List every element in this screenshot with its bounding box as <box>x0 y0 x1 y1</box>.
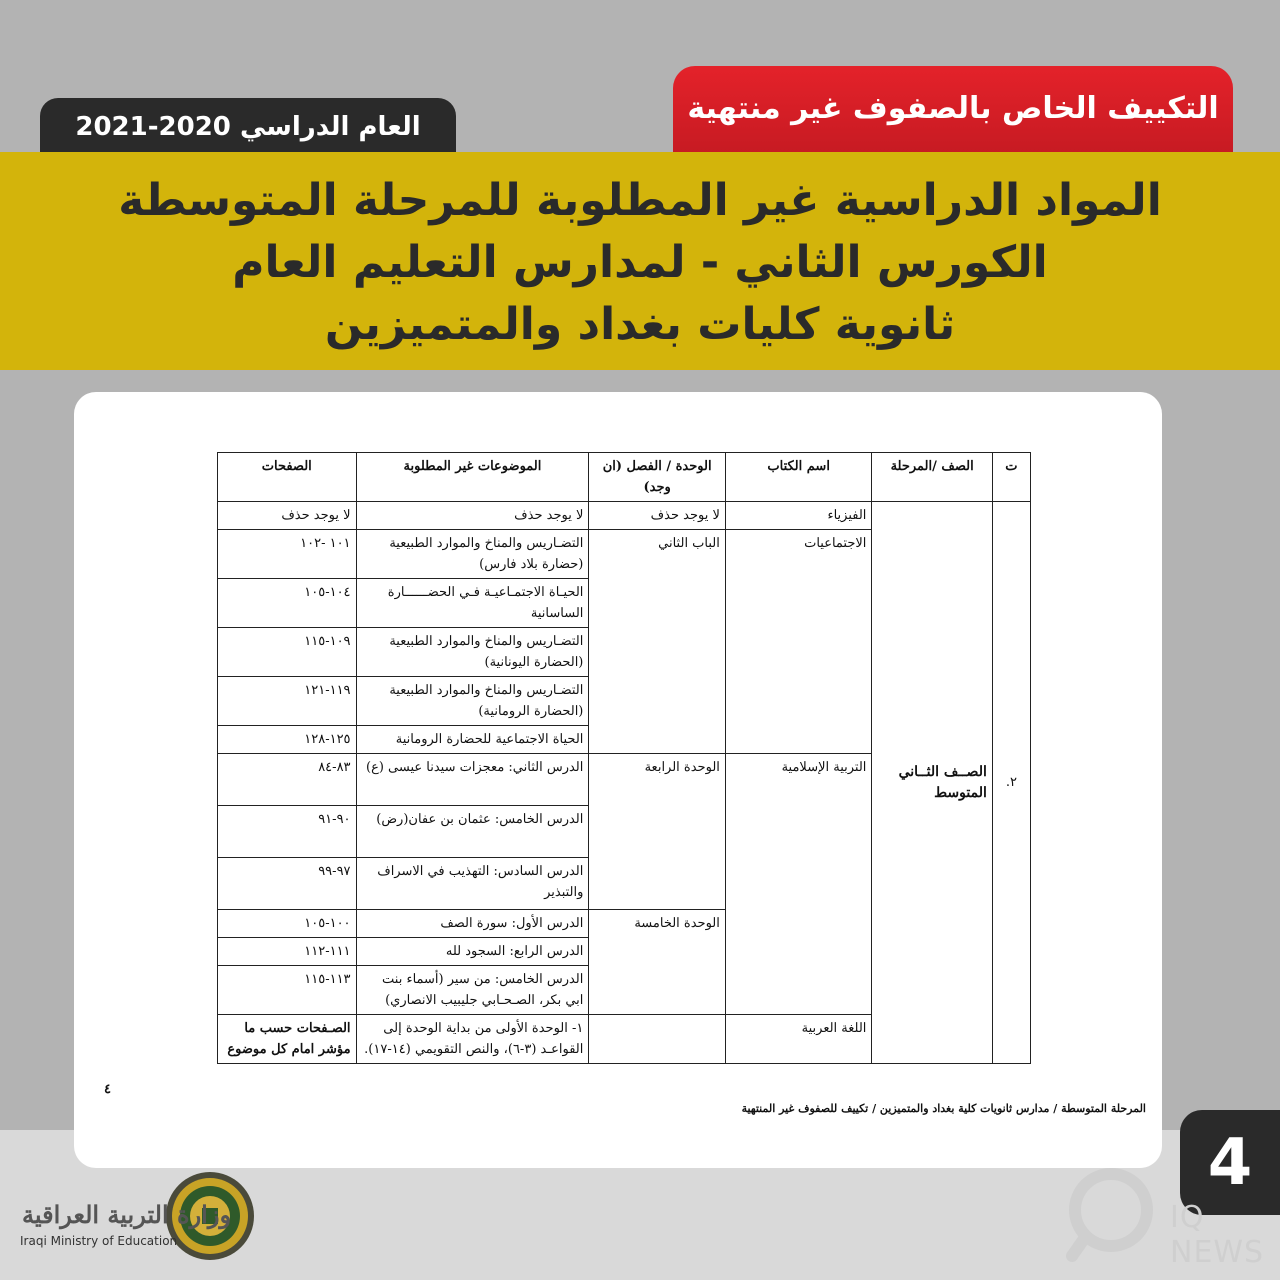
headline-line-2: الكورس الثاني - لمدارس التعليم العام <box>232 237 1048 288</box>
pages-arabic: الصـفحات حسب ما مؤشر امام كل موضوع <box>218 1015 357 1064</box>
document-page <box>74 392 1162 1168</box>
header-unit: الوحدة / الفصل (ان وجد) <box>589 453 726 502</box>
pages-cell: ١١١-١١٢ <box>218 938 357 966</box>
iq-news-logo-icon <box>1058 1160 1164 1266</box>
topic-cell: الدرس السادس: التهذيب في الاسراف والتبذير <box>356 858 589 910</box>
pages-cell: ١١٩-١٢١ <box>218 677 357 726</box>
book-islamic: التربية الإسلامية <box>725 754 872 1015</box>
pages-cell: ٨٣-٨٤ <box>218 754 357 806</box>
unit-islamic-4: الوحدة الرابعة <box>589 754 726 910</box>
page-number: ٤ <box>104 1082 111 1097</box>
year-label: العام الدراسي 2020-2021 <box>75 112 421 142</box>
table-row <box>218 502 1031 530</box>
topic-cell: التضـاريس والمناخ والموارد الطبيعية (الحضارة اليونانية) <box>356 628 589 677</box>
row-number: ٢. <box>1005 775 1017 790</box>
topic-arabic: ١- الوحدة الأولى من بداية الوحدة إلى القواعـد (٣-٦)، والنص التقويمي (١٤-١٧). <box>356 1015 589 1064</box>
ministry-name-en: Iraqi Ministry of Education <box>20 1234 178 1248</box>
stage-label: الصــف الثــاني المتوسط <box>898 763 987 801</box>
topic-cell: الحيـاة الاجتمـاعيـة فـي الحضــــــارة الساسانية <box>356 579 589 628</box>
header-topic: الموضوعات غير المطلوبة <box>356 453 589 502</box>
pages-cell: ١٠٠-١٠٥ <box>218 910 357 938</box>
unit-islamic-5: الوحدة الخامسة <box>589 910 726 1015</box>
header-stage: الصف /المرحلة <box>872 453 992 502</box>
table-header-row <box>218 453 1031 502</box>
row-number-cell <box>992 502 1030 1064</box>
stage-cell <box>872 502 992 1064</box>
unit-social: الباب الثاني <box>589 530 726 754</box>
category-banner <box>673 66 1233 158</box>
book-social: الاجتماعيات <box>725 530 872 754</box>
topic-cell: التضـاريس والمناخ والموارد الطبيعية (الحضارة الرومانية) <box>356 677 589 726</box>
category-label: التكييف الخاص بالصفوف غير منتهية <box>687 90 1219 126</box>
year-banner <box>40 98 456 156</box>
pages-cell: ١٢٥-١٢٨ <box>218 726 357 754</box>
pages-cell: ١٠٤-١٠٥ <box>218 579 357 628</box>
headline-line-1: المواد الدراسية غير المطلوبة للمرحلة المتوسطة <box>118 175 1162 226</box>
document-footer: المرحلة المتوسطة / مدارس ثانويات كلية بغداد والمتميزين / تكييف للصفوف غير المنتهية <box>741 1102 1146 1115</box>
pages-cell: ١٠١ -١٠٢ <box>218 530 357 579</box>
pages-cell: ١١٣-١١٥ <box>218 966 357 1015</box>
slide-number: 4 <box>1207 1125 1253 1200</box>
subjects-table <box>217 452 1031 1064</box>
topic-cell: الدرس الرابع: السجود لله <box>356 938 589 966</box>
unit-physics: لا يوجد حذف <box>589 502 726 530</box>
topic-cell: الحياة الاجتماعية للحضارة الرومانية <box>356 726 589 754</box>
headline-line-3: ثانوية كليات بغداد والمتميزين <box>324 299 956 350</box>
topic-cell: الدرس الأول: سورة الصف <box>356 910 589 938</box>
pages-cell: ١٠٩-١١٥ <box>218 628 357 677</box>
topic-cell: الدرس الثاني: معجزات سيدنا عيسى (ع) <box>356 754 589 806</box>
topic-cell: الدرس الخامس: عثمان بن عفان(رض) <box>356 806 589 858</box>
header-num: ت <box>992 453 1030 502</box>
header-book: اسم الكتاب <box>725 453 872 502</box>
pages-cell: ٩٠-٩١ <box>218 806 357 858</box>
news-label: IQ NEWS <box>1170 1200 1265 1270</box>
book-physics: الفيزياء <box>725 502 872 530</box>
pages-physics: لا يوجد حذف <box>218 502 357 530</box>
ministry-name-ar: وزارة التربية العراقية <box>22 1200 232 1229</box>
book-arabic: اللغة العربية <box>725 1015 872 1064</box>
topic-cell: الدرس الخامس: من سير (أسماء بنت ابي بكر، الصـحـابي جليبيب الانصاري) <box>356 966 589 1015</box>
headline-band <box>0 152 1280 370</box>
header-pages: الصفحات <box>218 453 357 502</box>
pages-cell: ٩٧-٩٩ <box>218 858 357 910</box>
topic-cell: التضـاريس والمناخ والموارد الطبيعية (حضارة بلاد فارس) <box>356 530 589 579</box>
topic-physics: لا يوجد حذف <box>356 502 589 530</box>
unit-arabic <box>589 1015 726 1064</box>
